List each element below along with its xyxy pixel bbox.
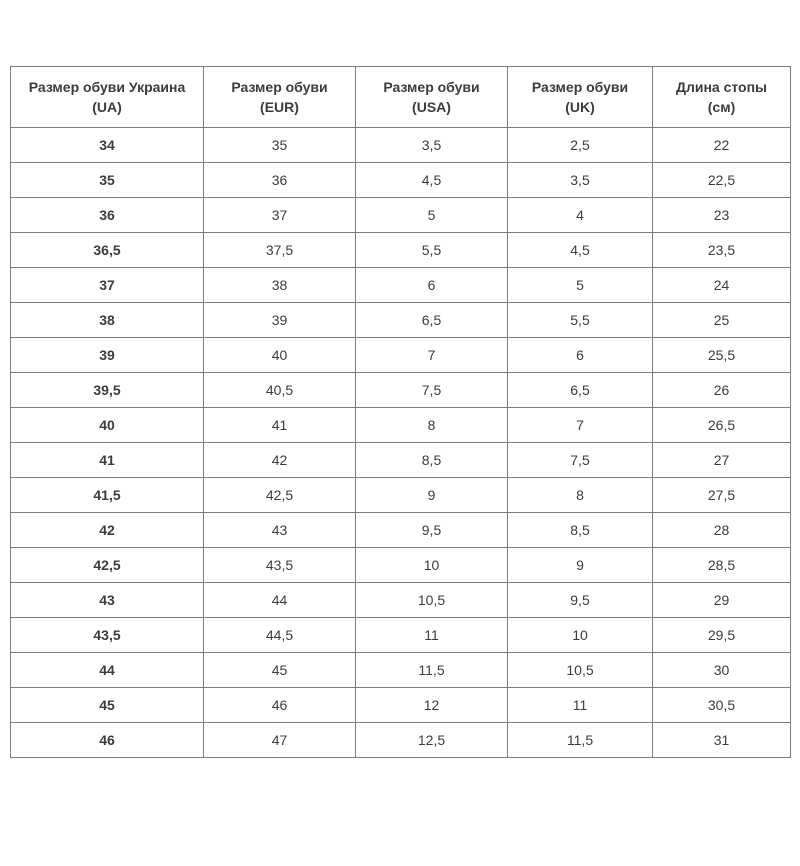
table-row — [11, 303, 791, 338]
table-cell: 6,5 — [508, 373, 653, 408]
table-cell: 27,5 — [653, 478, 791, 513]
table-cell: 28 — [653, 513, 791, 548]
table-row — [11, 583, 791, 618]
table-row — [11, 688, 791, 723]
table-row — [11, 198, 791, 233]
table-cell: 37 — [204, 198, 356, 233]
table-cell: 34 — [11, 128, 204, 163]
table-row — [11, 653, 791, 688]
table-cell: 22 — [653, 128, 791, 163]
table-cell: 36,5 — [11, 233, 204, 268]
table-cell: 9 — [356, 478, 508, 513]
table-cell: 5 — [356, 198, 508, 233]
table-cell: 5,5 — [508, 303, 653, 338]
table-cell: 4,5 — [356, 163, 508, 198]
table-cell: 12,5 — [356, 723, 508, 758]
table-cell: 39,5 — [11, 373, 204, 408]
table-cell: 37 — [11, 268, 204, 303]
header-cell-cm — [653, 67, 791, 128]
table-cell: 42 — [11, 513, 204, 548]
table-cell: 29 — [653, 583, 791, 618]
table-cell: 47 — [204, 723, 356, 758]
table-cell: 36 — [204, 163, 356, 198]
table-cell: 46 — [204, 688, 356, 723]
table-cell: 5,5 — [356, 233, 508, 268]
table-cell: 23 — [653, 198, 791, 233]
table-row — [11, 128, 791, 163]
table-cell: 35 — [11, 163, 204, 198]
header-unit: (USA) — [412, 99, 451, 115]
table-cell: 22,5 — [653, 163, 791, 198]
table-cell: 2,5 — [508, 128, 653, 163]
table-cell: 29,5 — [653, 618, 791, 653]
table-cell: 25 — [653, 303, 791, 338]
table-cell: 8,5 — [356, 443, 508, 478]
table-cell: 6 — [356, 268, 508, 303]
table-cell: 42 — [204, 443, 356, 478]
header-cell-eur — [204, 67, 356, 128]
table-cell: 4,5 — [508, 233, 653, 268]
table-cell: 6,5 — [356, 303, 508, 338]
table-cell: 10 — [356, 548, 508, 583]
table-row — [11, 268, 791, 303]
table-cell: 30 — [653, 653, 791, 688]
table-row — [11, 443, 791, 478]
table-cell: 39 — [204, 303, 356, 338]
table-cell: 7,5 — [356, 373, 508, 408]
table-cell: 28,5 — [653, 548, 791, 583]
header-unit: (UA) — [92, 99, 122, 115]
table-cell: 41,5 — [11, 478, 204, 513]
header-cell-uk — [508, 67, 653, 128]
header-unit: (см) — [707, 99, 736, 115]
table-cell: 23,5 — [653, 233, 791, 268]
table-cell: 26 — [653, 373, 791, 408]
table-cell: 5 — [508, 268, 653, 303]
table-cell: 9 — [508, 548, 653, 583]
table-cell: 43 — [204, 513, 356, 548]
table-row — [11, 408, 791, 443]
table-cell: 25,5 — [653, 338, 791, 373]
table-cell: 7,5 — [508, 443, 653, 478]
header-title: Размер обуви — [531, 79, 629, 95]
header-title: Размер обуви — [383, 79, 480, 95]
table-cell: 8 — [508, 478, 653, 513]
table-cell: 9,5 — [508, 583, 653, 618]
table-cell: 11,5 — [356, 653, 508, 688]
table-body — [11, 128, 791, 758]
table-row — [11, 513, 791, 548]
header-cell-usa — [356, 67, 508, 128]
table-cell: 7 — [508, 408, 653, 443]
table-row — [11, 373, 791, 408]
table-cell: 11 — [508, 688, 653, 723]
table-cell: 10,5 — [508, 653, 653, 688]
table-cell: 10,5 — [356, 583, 508, 618]
table-cell: 11,5 — [508, 723, 653, 758]
table-cell: 27 — [653, 443, 791, 478]
table-cell: 41 — [11, 443, 204, 478]
table-cell: 42,5 — [204, 478, 356, 513]
table-cell: 6 — [508, 338, 653, 373]
table-cell: 3,5 — [508, 163, 653, 198]
table-cell: 38 — [11, 303, 204, 338]
table-cell: 40,5 — [204, 373, 356, 408]
table-cell: 7 — [356, 338, 508, 373]
table-cell: 24 — [653, 268, 791, 303]
shoe-size-conversion-table — [10, 66, 791, 758]
header-cell-ua — [11, 67, 204, 128]
table-cell: 39 — [11, 338, 204, 373]
header-title: Длина стопы — [675, 79, 768, 95]
table-row — [11, 338, 791, 373]
table-cell: 46 — [11, 723, 204, 758]
table-cell: 40 — [11, 408, 204, 443]
table-cell: 37,5 — [204, 233, 356, 268]
table-cell: 36 — [11, 198, 204, 233]
table-cell: 11 — [356, 618, 508, 653]
table-cell: 3,5 — [356, 128, 508, 163]
table-row — [11, 723, 791, 758]
table-cell: 43,5 — [204, 548, 356, 583]
table-cell: 31 — [653, 723, 791, 758]
header-title: Размер обуви — [231, 79, 328, 95]
table-cell: 45 — [11, 688, 204, 723]
table-cell: 43,5 — [11, 618, 204, 653]
table-cell: 44,5 — [204, 618, 356, 653]
table-row — [11, 233, 791, 268]
table-cell: 43 — [11, 583, 204, 618]
table-row — [11, 618, 791, 653]
table-cell: 44 — [204, 583, 356, 618]
header-title: Размер обуви Украина — [28, 79, 186, 95]
header-unit: (UK) — [565, 99, 595, 115]
table-cell: 10 — [508, 618, 653, 653]
table-cell: 30,5 — [653, 688, 791, 723]
table-cell: 44 — [11, 653, 204, 688]
table-cell: 41 — [204, 408, 356, 443]
table-row — [11, 163, 791, 198]
header-unit: (EUR) — [260, 99, 299, 115]
table-cell: 26,5 — [653, 408, 791, 443]
table-row — [11, 478, 791, 513]
table-cell: 45 — [204, 653, 356, 688]
table-cell: 35 — [204, 128, 356, 163]
table-cell: 8,5 — [508, 513, 653, 548]
table-cell: 38 — [204, 268, 356, 303]
table-cell: 40 — [204, 338, 356, 373]
table-row — [11, 548, 791, 583]
table-cell: 42,5 — [11, 548, 204, 583]
table-cell: 12 — [356, 688, 508, 723]
table-cell: 9,5 — [356, 513, 508, 548]
header-row — [11, 67, 791, 128]
table-cell: 8 — [356, 408, 508, 443]
table-cell: 4 — [508, 198, 653, 233]
